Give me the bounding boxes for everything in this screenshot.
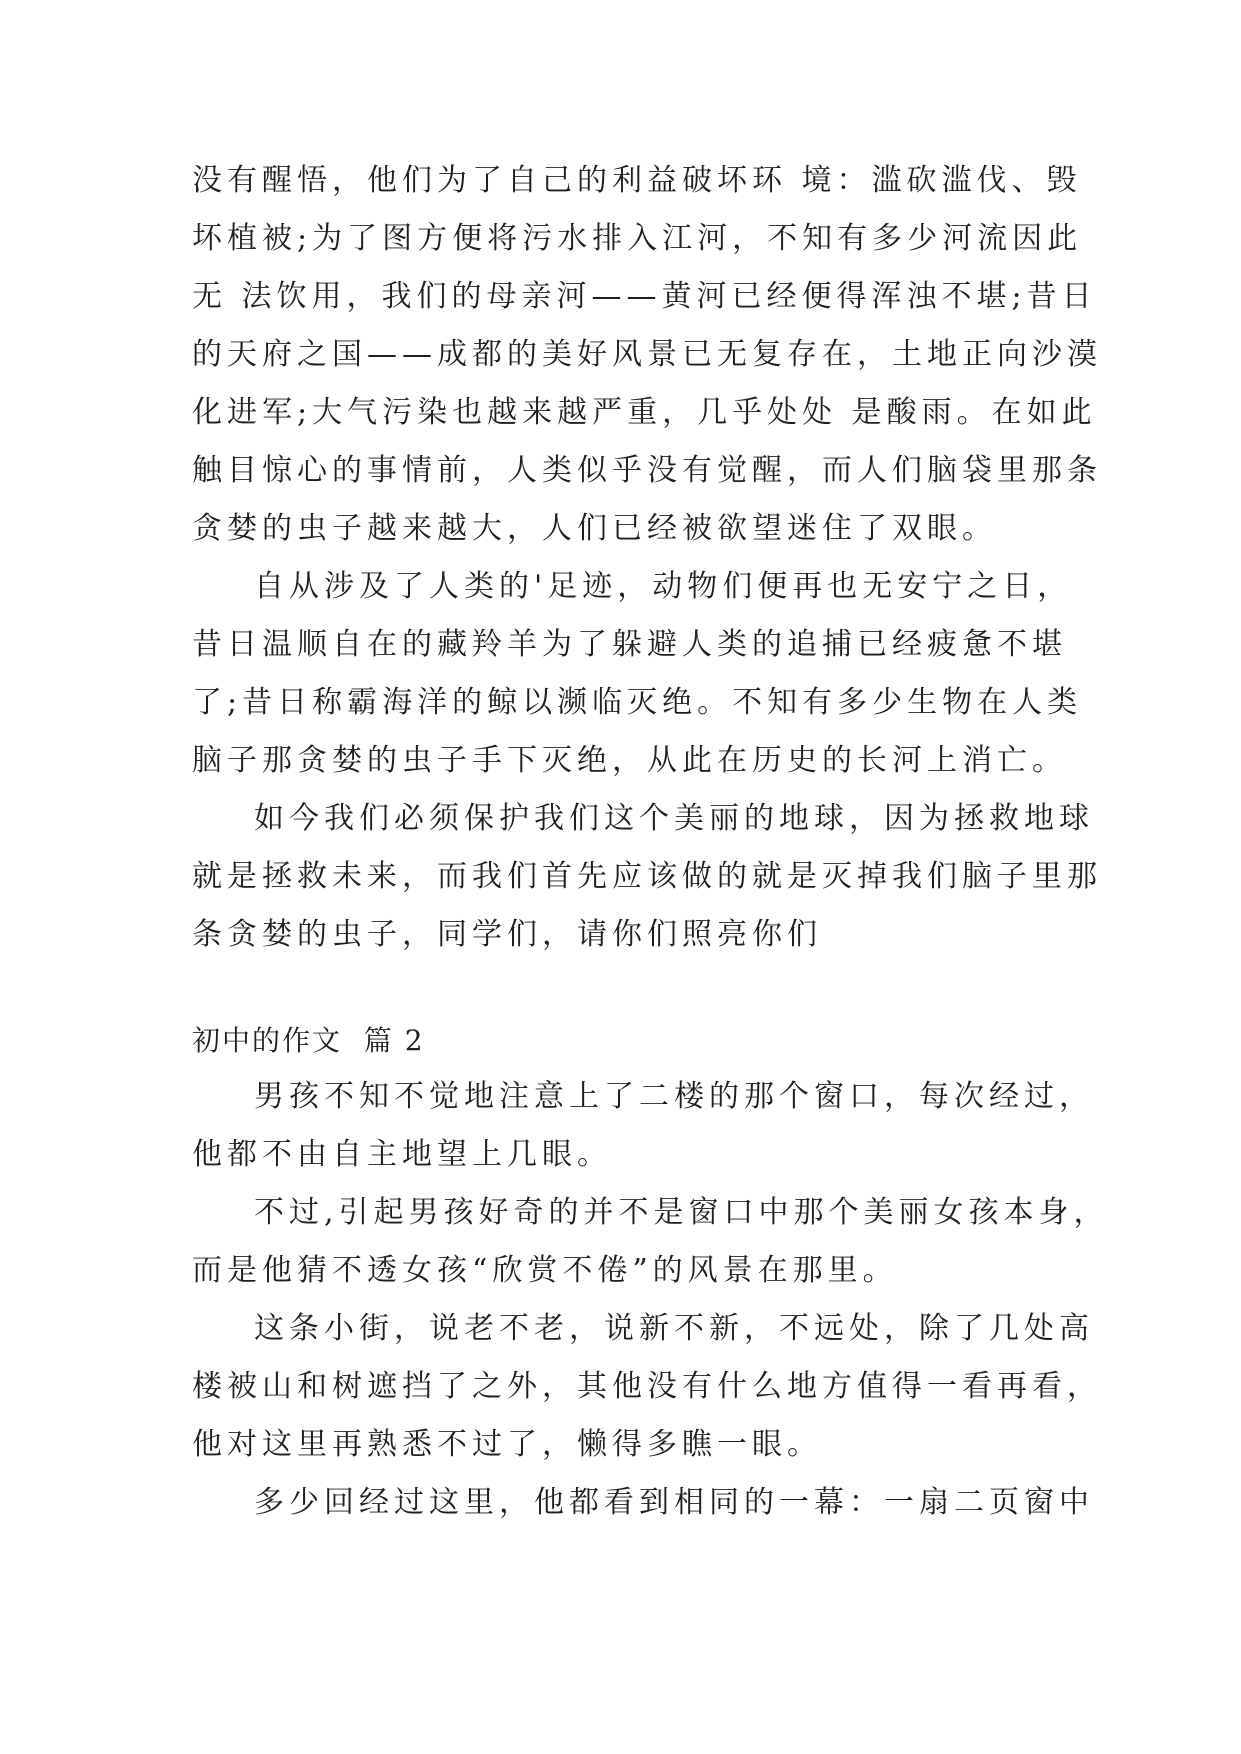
text-line: 他对这里再熟悉不过了，懒得多瞧一眼。 xyxy=(192,1427,822,1462)
paragraph-1 xyxy=(192,158,1102,564)
paragraph-4 xyxy=(192,1074,1094,1190)
section-heading: 初中的作文 篇 2 xyxy=(192,1024,425,1057)
text-line: 了;昔日称霸海洋的鲸以濒临灭绝。不知有多少生物在人类 xyxy=(192,685,1083,720)
document-body xyxy=(192,158,1109,1538)
text-line: 化进军;大气污染也越来越严重，几乎处处 是酸雨。在如此 xyxy=(192,395,1097,430)
text-line: 没有醒悟，他们为了自己的利益破坏环 境：滥砍滥伐、毁 xyxy=(192,163,1082,198)
text-line: 脑子那贪婪的虫子手下灭绝，从此在历史的长河上消亡。 xyxy=(192,743,1067,778)
text-line: 昔日温顺自在的藏羚羊为了躲避人类的追捕已经疲惫不堪 xyxy=(192,627,1067,662)
text-line: 他都不由自主地望上几眼。 xyxy=(192,1137,612,1172)
section-gap xyxy=(192,970,1072,1018)
paragraph-7 xyxy=(192,1480,1094,1538)
text-line: 多少回经过这里，他都看到相同的一幕：一扇二页窗中 xyxy=(254,1485,1094,1520)
text-line: 不过,引起男孩好奇的并不是窗口中那个美丽女孩本身， xyxy=(254,1195,1109,1230)
text-line: 这条小街，说老不老，说新不新，不远处，除了几处高 xyxy=(254,1311,1094,1346)
text-line: 楼被山和树遮挡了之外，其他没有什么地方值得一看再看， xyxy=(192,1369,1102,1404)
text-line: 贪婪的虫子越来越大，人们已经被欲望迷住了双眼。 xyxy=(192,511,997,546)
paragraph-3 xyxy=(192,796,1102,970)
text-line: 如今我们必须保护我们这个美丽的地球，因为拯救地球 xyxy=(254,801,1094,836)
text-line: 条贪婪的虫子，同学们，请你们照亮你们 xyxy=(192,917,822,952)
paragraph-2 xyxy=(192,564,1083,796)
text-line: 坏植被;为了图方便将污水排入江河，不知有多少河流因此 xyxy=(192,221,1083,256)
text-line: 自从涉及了人类的'足迹，动物们便再也无安宁之日， xyxy=(254,569,1073,604)
text-line: 触目惊心的事情前，人类似乎没有觉醒，而人们脑袋里那条 xyxy=(192,453,1102,488)
text-line: 就是拯救未来，而我们首先应该做的就是灭掉我们脑子里那 xyxy=(192,859,1102,894)
text-line: 无 法饮用，我们的母亲河——黄河已经便得浑浊不堪;昔日 xyxy=(192,279,1097,314)
text-line: 而是他猜不透女孩“欣赏不倦”的风景在那里。 xyxy=(192,1253,898,1288)
paragraph-6 xyxy=(192,1306,1102,1480)
text-line: 男孩不知不觉地注意上了二楼的那个窗口，每次经过， xyxy=(254,1079,1094,1114)
paragraph-5 xyxy=(192,1190,1109,1306)
text-line: 的天府之国——成都的美好风景已无复存在，土地正向沙漠 xyxy=(192,337,1102,372)
